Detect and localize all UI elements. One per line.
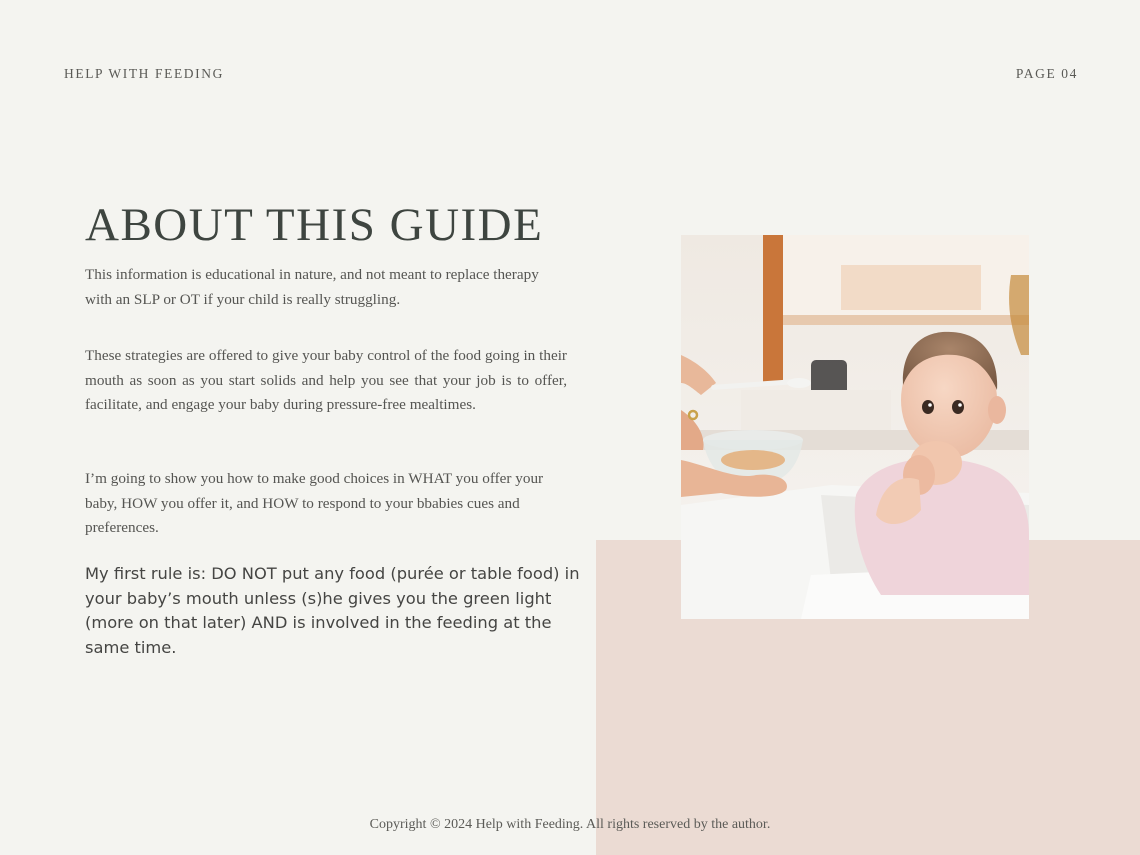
strategies-paragraph: These strategies are offered to give your baby control of the food going in their mouth as soon as you start solids and help you see that your job is to offer, facilitate, and engage your baby during pressure-free mealtimes. [85,347,567,413]
page-number: PAGE 04 [1015,66,1078,81]
page-title: ABOUT THIS GUIDE [85,199,544,251]
first-rule-text: My first rule is: DO NOT put any food (purée or table food) in your baby’s mouth unless (s)he gives you the green light (more on that later) AND is involved in the feeding at the same time. [85,564,580,657]
intro-paragraph: This information is educational in nature, and not meant to replace therapy with an SLP or OT if your child is really struggling. [85,266,539,308]
copyright-footer: Copyright © 2024 Help with Feeding. All rights reserved by the author. [369,817,771,832]
choices-paragraph: I’m going to show you how to make good choices in WHAT you offer your baby, HOW you offer it, and HOW to respond to your bbabies cues and preferences. [85,470,544,536]
brand-header: HELP WITH FEEDING [64,66,224,81]
baby-feeding-photo [681,235,1029,619]
